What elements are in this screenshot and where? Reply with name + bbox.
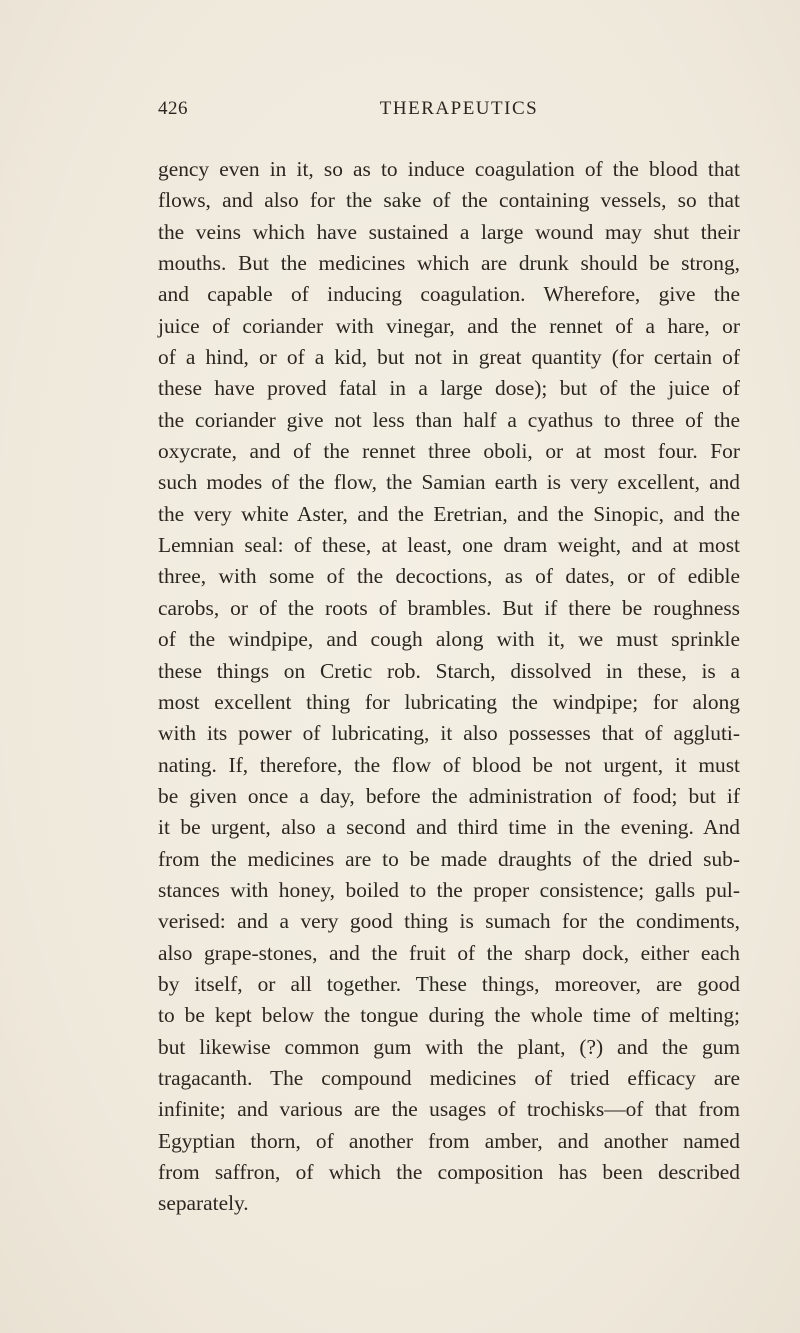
running-head — [158, 98, 740, 128]
text-line: of the windpipe, and cough along with it, we must sprinkle — [158, 627, 740, 652]
text-line: stances with honey, boiled to the proper consistence; galls pul- — [158, 877, 740, 902]
text-line: oxycrate, and of the rennet three oboli, or at most four. For — [158, 439, 740, 464]
text-line: juice of coriander with vinegar, and the rennet of a hare, or — [158, 313, 740, 338]
text-line: verised: and a very good thing is sumach for the condiments, — [158, 909, 740, 934]
text-line: by itself, or all together. These things, moreover, are good — [158, 971, 740, 996]
running-title: THERAPEUTICS — [379, 98, 539, 119]
text-line: the coriander give not less than half a cyathus to three of the — [158, 407, 740, 432]
text-line: the veins which have sustained a large wound may shut their — [158, 219, 740, 244]
text-line: also grape-stones, and the fruit of the sharp dock, either each — [158, 940, 740, 965]
page-number: 426 — [158, 98, 188, 119]
text-line: gency even in it, so as to induce coagulation of the blood that — [158, 157, 740, 181]
text-line: separately. — [158, 1191, 249, 1216]
text-line: nating. If, therefore, the flow of blood be not urgent, it must — [158, 752, 740, 777]
text-line: to be kept below the tongue during the whole time of melting; — [158, 1003, 740, 1028]
text-line: most excellent thing for lubricating the windpipe; for along — [158, 689, 740, 714]
text-line: Egyptian thorn, of another from amber, and another named — [158, 1128, 740, 1153]
text-line: infinite; and various are the usages of trochisks—of that from — [158, 1097, 740, 1122]
text-line: mouths. But the medicines which are drunk should be strong, — [158, 251, 740, 276]
text-line: carobs, or of the roots of brambles. But if there be roughness — [158, 595, 740, 620]
body-paragraph — [158, 154, 740, 1220]
text-line: of a hind, or of a kid, but not in great quantity (for certain of — [158, 345, 740, 370]
text-line: Lemnian seal: of these, at least, one dram weight, and at most — [158, 533, 740, 558]
text-line: these things on Cretic rob. Starch, dissolved in these, is a — [158, 658, 740, 683]
text-line: it be urgent, also a second and third time in the evening. And — [158, 815, 740, 840]
text-line: be given once a day, before the administration of food; but if — [158, 783, 740, 808]
text-line: from saffron, of which the composition has been described — [158, 1160, 740, 1184]
text-line: with its power of lubricating, it also possesses that of aggluti- — [158, 721, 740, 746]
text-line: flows, and also for the sake of the containing vessels, so that — [158, 188, 740, 213]
text-line: these have proved fatal in a large dose); but of the juice of — [158, 376, 740, 401]
text-line: from the medicines are to be made draughts of the dried sub- — [158, 846, 740, 871]
text-line: tragacanth. The compound medicines of tried efficacy are — [158, 1065, 740, 1090]
text-line: the very white Aster, and the Eretrian, and the Sinopic, and the — [158, 501, 740, 526]
text-line: and capable of inducing coagulation. Wherefore, give the — [158, 282, 740, 307]
text-line: three, with some of the decoctions, as of dates, or of edible — [158, 564, 740, 589]
text-line: such modes of the flow, the Samian earth is very excellent, and — [158, 470, 740, 495]
text-line: but likewise common gum with the plant, (?) and the gum — [158, 1034, 740, 1059]
